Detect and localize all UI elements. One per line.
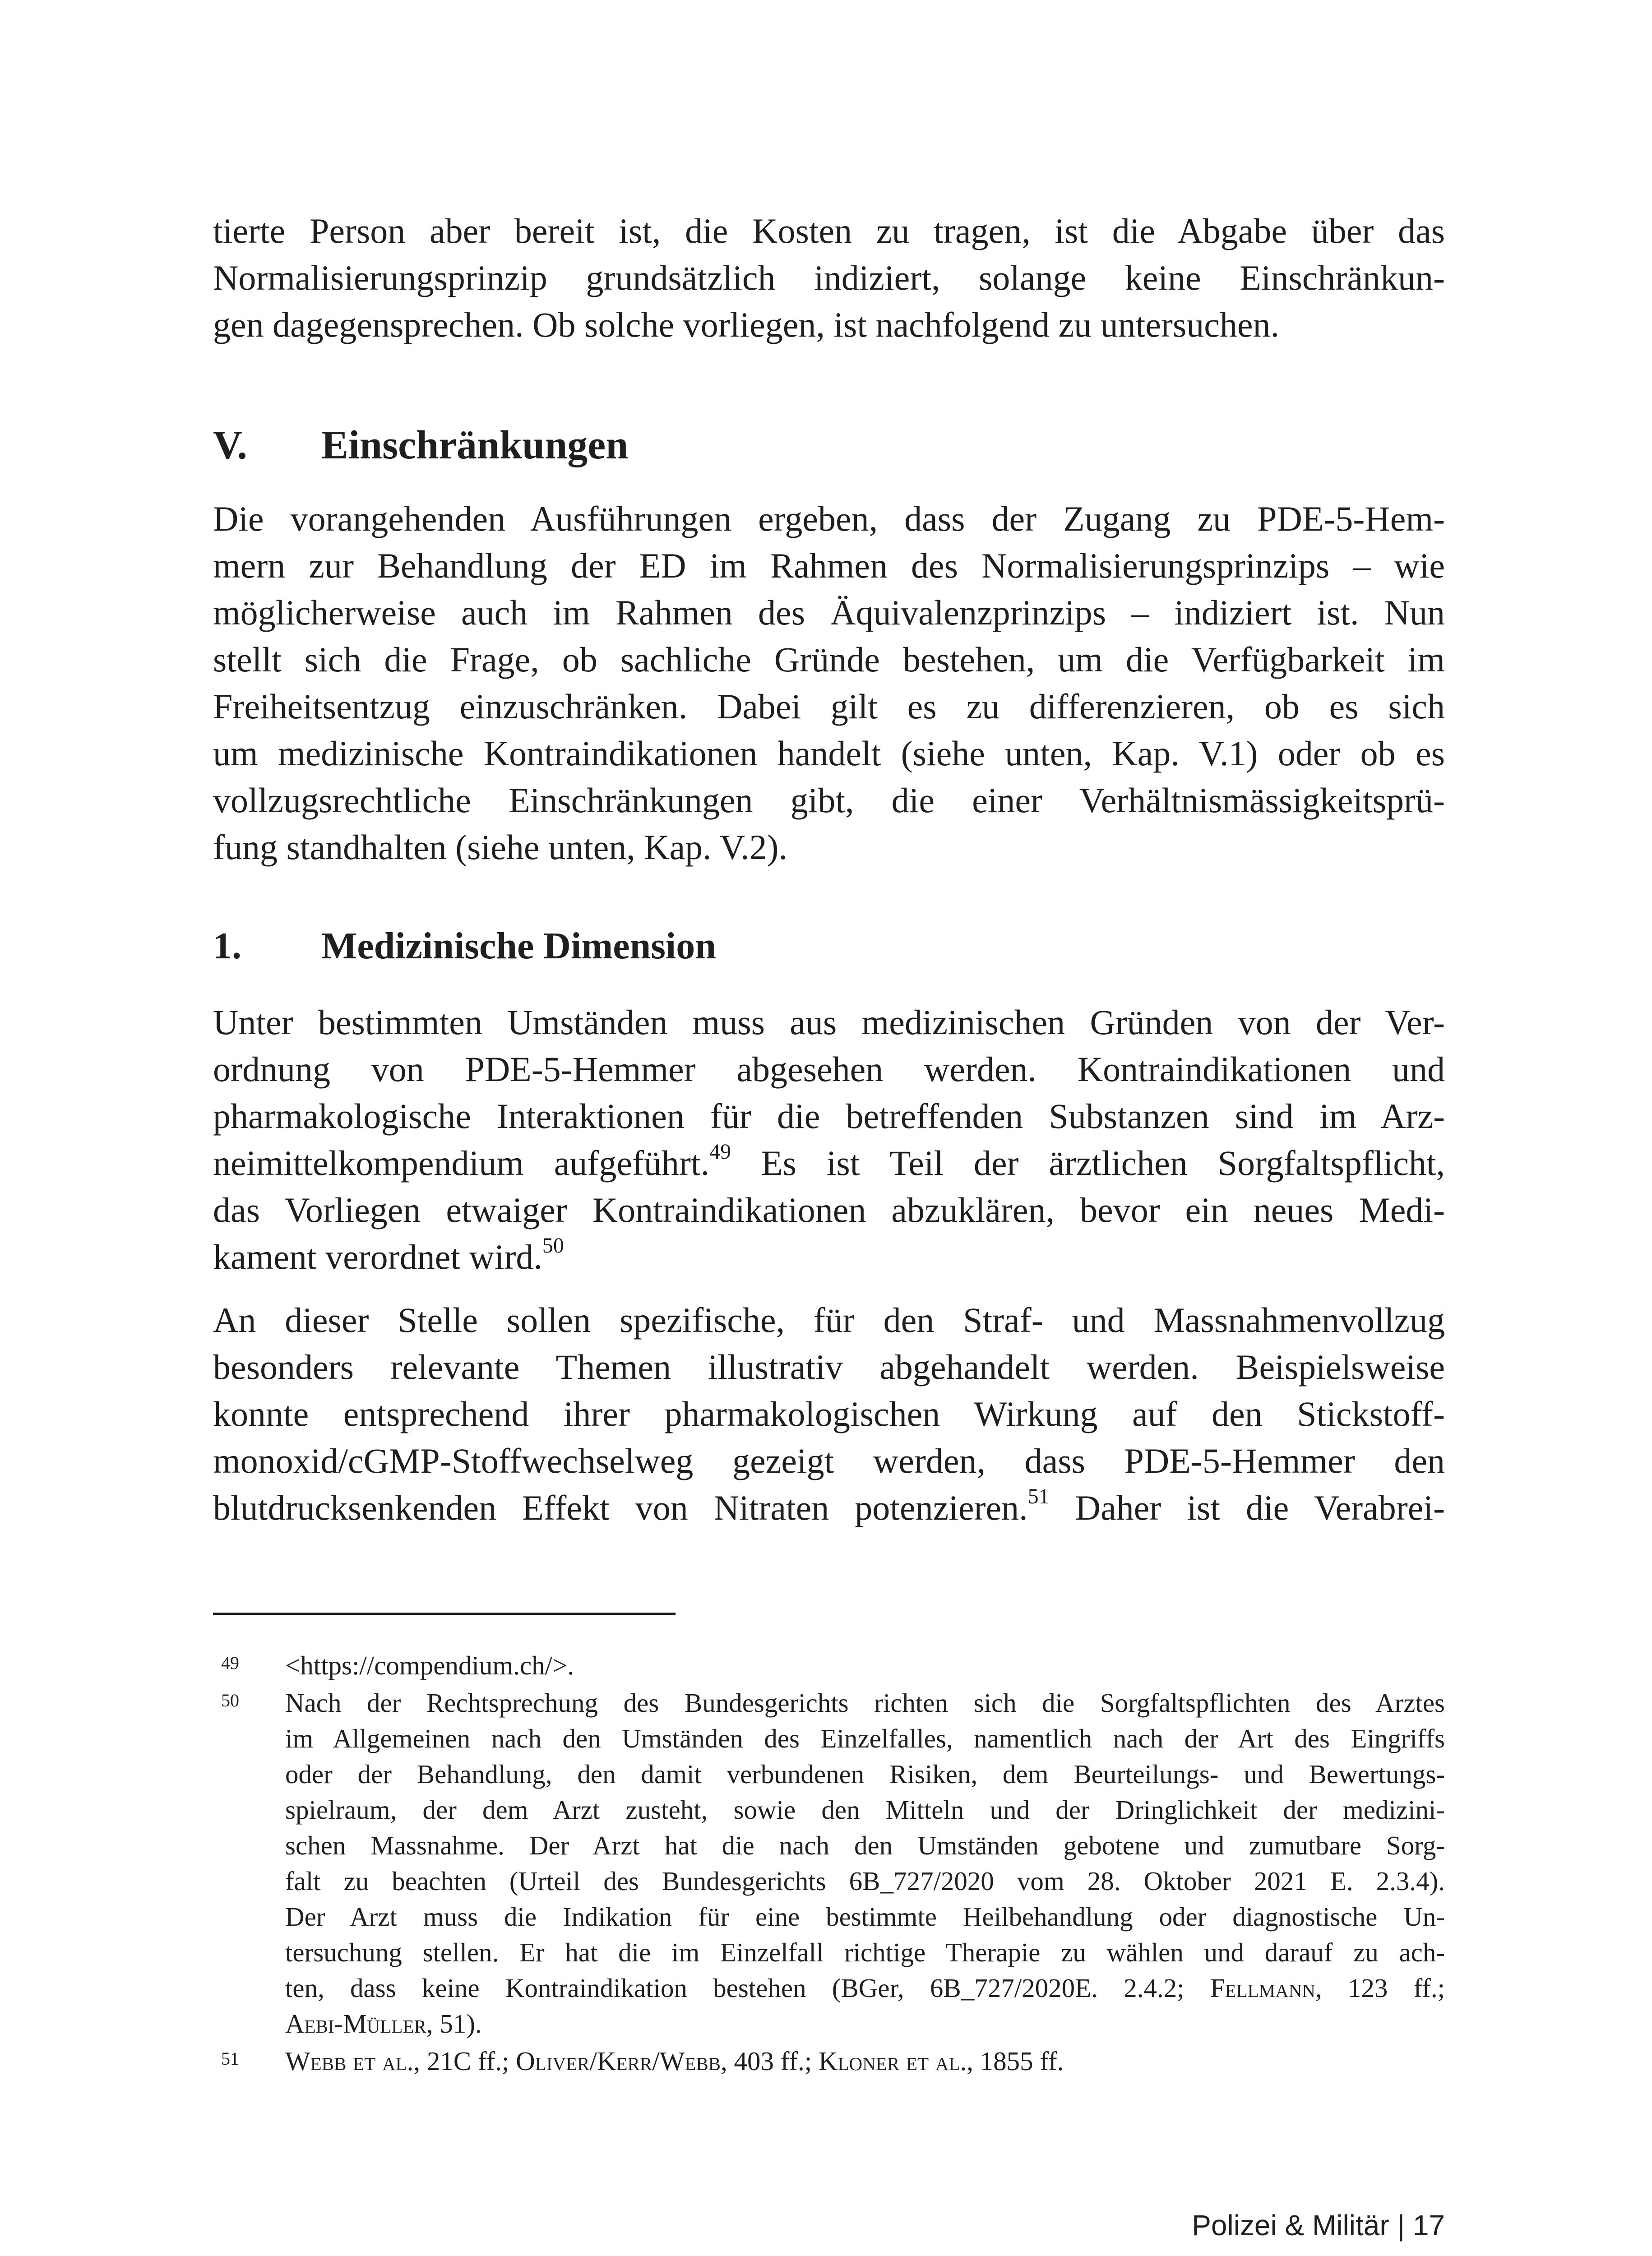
footnote-line: falt zu beachten (Urteil des Bundesgerichts 6B_727/2020 vom 28. Oktober 2021 E. 2.3.4). xyxy=(285,1866,1445,1896)
intro-paragraph xyxy=(213,208,1445,348)
text-segment: blutdrucksenkenden Effekt von Nitraten potenzieren. xyxy=(213,1488,1028,1527)
text-line: stellt sich die Frage, ob sachliche Gründe bestehen, um die Verfügbarkeit im xyxy=(213,640,1445,679)
section-1-paragraph-2 xyxy=(213,1297,1445,1531)
footnote-line: Nach der Rechtsprechung des Bundesgerichts richten sich die Sorgfaltspflichten des Arztes xyxy=(285,1688,1445,1718)
section-title: Medizinische Dimension xyxy=(321,925,716,967)
section-number: V. xyxy=(213,423,247,467)
text-line: fung standhalten (siehe unten, Kap. V.2). xyxy=(213,828,788,867)
footnote-line: schen Massnahme. Der Arzt hat die nach den Umständen gebotene und zumutbare Sorg- xyxy=(285,1831,1445,1860)
text-line: mern zur Behandlung der ED im Rahmen des Normalisierungsprinzips – wie xyxy=(213,546,1445,585)
author-name: Webb et al. xyxy=(285,2046,414,2076)
footnotes xyxy=(213,1648,1445,2079)
section-heading-1 xyxy=(213,921,1445,971)
text-line xyxy=(213,1234,1445,1281)
section-1-paragraph-1 xyxy=(213,999,1445,1281)
text-line: konnte entsprechend ihrer pharmakologischen Wirkung auf den Stickstoff- xyxy=(213,1394,1445,1433)
text-segment: , 51). xyxy=(426,2009,482,2039)
text-line: Unter bestimmten Umständen muss aus medizinischen Gründen von der Ver- xyxy=(213,1003,1445,1042)
footnote-number: 49 xyxy=(221,1653,239,1673)
text-segment: neimittelkompendium aufgeführt. xyxy=(213,1143,710,1183)
footnote-link[interactable]: <https://compendium.ch/>. xyxy=(285,1650,574,1680)
text-segment: , 123 ff.; xyxy=(1315,1973,1445,2003)
section-v-paragraph xyxy=(213,495,1445,871)
footnote-line xyxy=(285,2006,1445,2042)
text-line: vollzugsrechtliche Einschränkungen gibt, die einer Verhältnismässigkeitsprü- xyxy=(213,781,1445,820)
text-line: tierte Person aber bereit ist, die Kosten zu tragen, ist die Abgabe über das xyxy=(213,211,1445,250)
text-line xyxy=(213,1484,1445,1531)
footnote-ref-50[interactable]: 50 xyxy=(542,1234,564,1257)
footnote-line: oder der Behandlung, den damit verbundenen Risiken, dem Beurteilungs- und Bewertungs- xyxy=(285,1759,1445,1789)
footnote-50 xyxy=(213,1685,1445,2042)
text-line: besonders relevante Themen illustrativ abgehandelt werden. Beispielsweise xyxy=(213,1347,1445,1387)
page-footer: Polizei & Militär | 17 xyxy=(1192,2209,1445,2242)
footnote-line: spielraum, der dem Arzt zusteht, sowie den Mitteln und der Dringlichkeit der medizini- xyxy=(285,1795,1445,1825)
text-segment: ten, dass keine Kontraindikation bestehen (BGer, 6B_727/2020E. 2.4.2; xyxy=(285,1973,1210,2003)
text-segment: Daher ist die Verabrei- xyxy=(1049,1488,1445,1527)
footnote-divider xyxy=(213,1613,676,1615)
footnote-ref-51[interactable]: 51 xyxy=(1027,1484,1050,1508)
text-segment: Es ist Teil der ärztlichen Sorgfaltspflicht, xyxy=(731,1143,1445,1183)
text-segment: , 1855 ff. xyxy=(967,2046,1064,2076)
footnote-line: im Allgemeinen nach den Umständen des Einzelfalles, namentlich nach der Art des Eingriffs xyxy=(285,1724,1445,1753)
footnote-ref-49[interactable]: 49 xyxy=(709,1140,731,1164)
text-line: das Vorliegen etwaiger Kontraindikationen abzuklären, bevor ein neues Medi- xyxy=(213,1190,1445,1230)
text-line: möglicherweise auch im Rahmen des Äquivalenzprinzips – indiziert ist. Nun xyxy=(213,593,1445,632)
text-segment: kament verordnet wird. xyxy=(213,1237,542,1276)
footnote-51 xyxy=(213,2043,1445,2079)
section-title: Einschränkungen xyxy=(321,423,629,467)
footnote-49 xyxy=(213,1648,1445,1683)
text-segment: , 403 ff.; xyxy=(721,2046,819,2076)
author-name: Aebi-Müller xyxy=(285,2009,426,2039)
text-line: gen dagegensprechen. Ob solche vorliegen, ist nachfolgend zu untersuchen. xyxy=(213,305,1280,344)
text-line xyxy=(213,1140,1445,1187)
author-name: Fellmann xyxy=(1210,1973,1315,2003)
section-heading-v xyxy=(213,421,1445,470)
author-name: Oliver/Kerr/Webb xyxy=(516,2046,721,2076)
section-number: 1. xyxy=(213,925,241,967)
footnote-line: Der Arzt muss die Indikation für eine bestimmte Heilbehandlung oder diagnostische Un- xyxy=(285,1902,1445,1932)
text-line: Normalisierungsprinzip grundsätzlich indiziert, solange keine Einschränkun- xyxy=(213,258,1445,297)
footnote-line: tersuchung stellen. Er hat die im Einzelfall richtige Therapie zu wählen und darauf zu ach- xyxy=(285,1937,1445,1967)
text-line: Freiheitsentzug einzuschränken. Dabei gilt es zu differenzieren, ob es sich xyxy=(213,687,1445,726)
text-line: um medizinische Kontraindikationen handelt (siehe unten, Kap. V.1) oder ob es xyxy=(213,734,1445,773)
footnote-number: 51 xyxy=(221,2048,239,2069)
author-name: Kloner et al. xyxy=(818,2046,967,2076)
text-line: Die vorangehenden Ausführungen ergeben, dass der Zugang zu PDE-5-Hem- xyxy=(213,499,1445,538)
text-line: pharmakologische Interaktionen für die betreffenden Substanzen sind im Arz- xyxy=(213,1096,1445,1136)
text-line: An dieser Stelle sollen spezifische, für den Straf- und Massnahmenvollzug xyxy=(213,1300,1445,1340)
main-content xyxy=(213,208,1445,1531)
text-segment: , 21C ff.; xyxy=(413,2046,516,2076)
text-line: ordnung von PDE-5-Hemmer abgesehen werden. Kontraindikationen und xyxy=(213,1049,1445,1089)
text-line: monoxid/cGMP-Stoffwechselweg gezeigt werden, dass PDE-5-Hemmer den xyxy=(213,1441,1445,1480)
footnote-number: 50 xyxy=(221,1690,239,1710)
footnote-line xyxy=(285,1970,1445,2006)
